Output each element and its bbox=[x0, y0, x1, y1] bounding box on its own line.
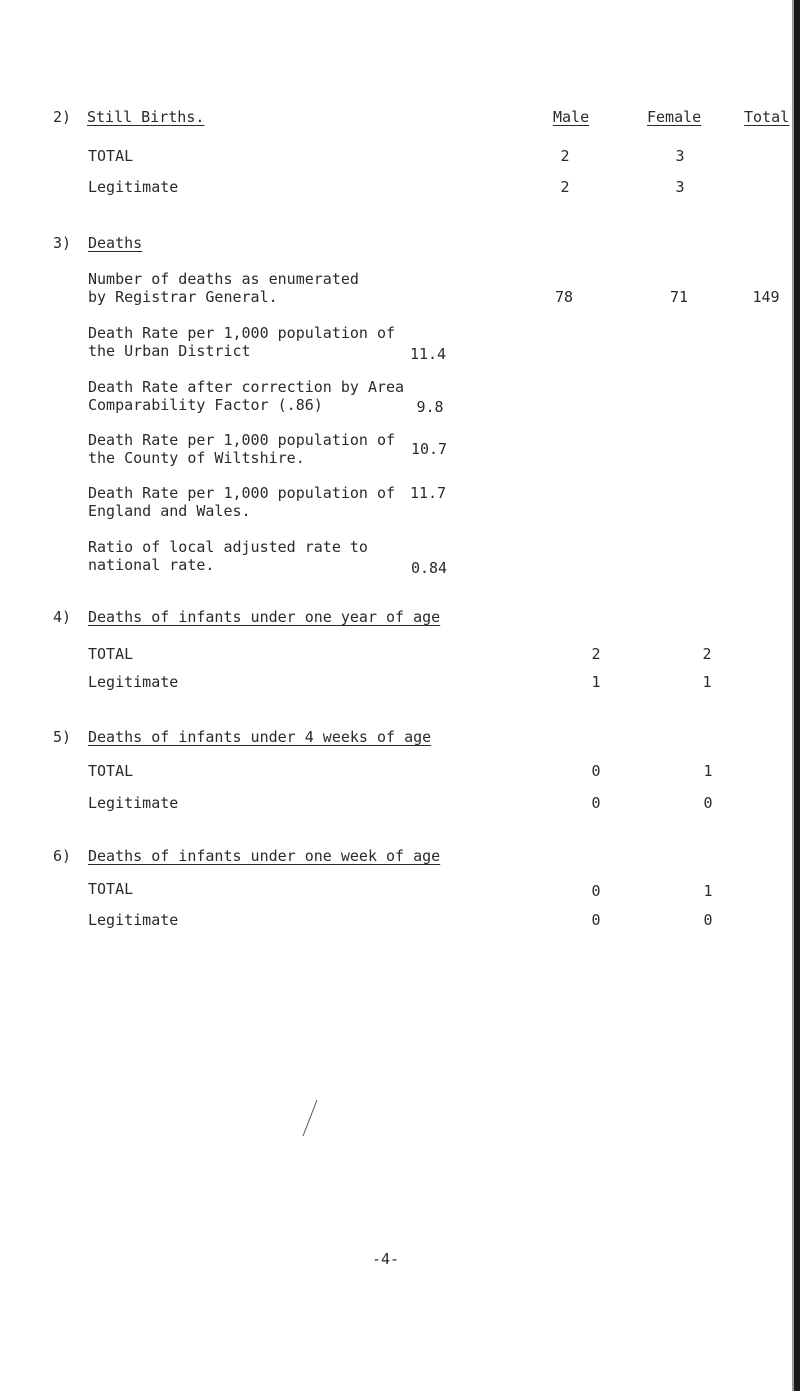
infants-week-legitimate-label: Legitimate bbox=[88, 911, 179, 929]
death-rate-national-line1: Death Rate per 1,000 population of bbox=[88, 484, 396, 502]
still-births-total-male: 2 bbox=[560, 147, 570, 165]
still-births-legitimate-label: Legitimate bbox=[88, 178, 179, 196]
infants-year-legitimate-label: Legitimate bbox=[88, 673, 179, 691]
infants-4weeks-legitimate-label: Legitimate bbox=[88, 794, 179, 812]
infants-year-legitimate-female: 1 bbox=[702, 673, 712, 691]
column-header-female: Female bbox=[647, 108, 702, 126]
section-still-births-number: 2) bbox=[53, 108, 72, 126]
death-rate-county-line1: Death Rate per 1,000 population of bbox=[88, 431, 396, 449]
still-births-total-female: 3 bbox=[675, 147, 685, 165]
deaths-enumerated-male: 78 bbox=[554, 288, 574, 306]
section-infants-year-number: 4) bbox=[53, 608, 72, 626]
infants-year-total-label: TOTAL bbox=[88, 645, 134, 663]
deaths-enumerated-line2: by Registrar General. bbox=[88, 288, 278, 306]
infants-4weeks-total-label: TOTAL bbox=[88, 762, 134, 780]
death-rate-corrected-line2: Comparability Factor (.86) bbox=[88, 396, 323, 414]
still-births-legitimate-female: 3 bbox=[675, 178, 685, 196]
death-rate-county-line2: the County of Wiltshire. bbox=[88, 449, 305, 467]
infants-week-total-male: 0 bbox=[591, 882, 601, 900]
infants-week-total-female: 1 bbox=[703, 882, 713, 900]
infants-week-total-label: TOTAL bbox=[88, 880, 134, 898]
infants-4weeks-total-male: 0 bbox=[591, 762, 601, 780]
infants-week-legitimate-male: 0 bbox=[591, 911, 601, 929]
still-births-legitimate-male: 2 bbox=[560, 178, 570, 196]
section-infants-4weeks-number: 5) bbox=[53, 728, 72, 746]
section-deaths-number: 3) bbox=[53, 234, 72, 252]
infants-4weeks-total-female: 1 bbox=[703, 762, 713, 780]
stray-pen-mark bbox=[300, 1098, 320, 1138]
death-rate-urban-line1: Death Rate per 1,000 population of bbox=[88, 324, 396, 342]
infants-year-total-female: 2 bbox=[702, 645, 712, 663]
section-infants-week-number: 6) bbox=[53, 847, 72, 865]
section-deaths-heading: Deaths bbox=[88, 234, 143, 252]
deaths-enumerated-female: 71 bbox=[669, 288, 689, 306]
ratio-value: 0.84 bbox=[410, 559, 448, 577]
deaths-enumerated-line1: Number of deaths as enumerated bbox=[88, 270, 359, 288]
death-rate-national-line2: England and Wales. bbox=[88, 502, 251, 520]
section-infants-week-heading: Deaths of infants under one week of age bbox=[88, 847, 441, 865]
death-rate-urban-value: 11.4 bbox=[409, 345, 447, 363]
section-infants-year-heading: Deaths of infants under one year of age bbox=[88, 608, 441, 626]
still-births-total-label: TOTAL bbox=[88, 147, 134, 165]
infants-year-total-male: 2 bbox=[591, 645, 601, 663]
infants-4weeks-legitimate-female: 0 bbox=[703, 794, 713, 812]
death-rate-corrected-value: 9.8 bbox=[416, 398, 444, 416]
ratio-line2: national rate. bbox=[88, 556, 215, 574]
section-still-births-heading: Still Births. bbox=[87, 108, 205, 126]
death-rate-national-value: 11.7 bbox=[409, 484, 447, 502]
ratio-line1: Ratio of local adjusted rate to bbox=[88, 538, 368, 556]
section-infants-4weeks-heading: Deaths of infants under 4 weeks of age bbox=[88, 728, 432, 746]
page-edge bbox=[794, 0, 800, 1391]
infants-4weeks-legitimate-male: 0 bbox=[591, 794, 601, 812]
infants-week-legitimate-female: 0 bbox=[703, 911, 713, 929]
column-header-total: Total bbox=[744, 108, 790, 126]
death-rate-corrected-line1: Death Rate after correction by Area bbox=[88, 378, 405, 396]
page-number: -4- bbox=[372, 1250, 400, 1268]
deaths-enumerated-total: 149 bbox=[752, 288, 780, 306]
column-header-male: Male bbox=[553, 108, 590, 126]
infants-year-legitimate-male: 1 bbox=[591, 673, 601, 691]
death-rate-county-value: 10.7 bbox=[410, 440, 448, 458]
death-rate-urban-line2: the Urban District bbox=[88, 342, 251, 360]
